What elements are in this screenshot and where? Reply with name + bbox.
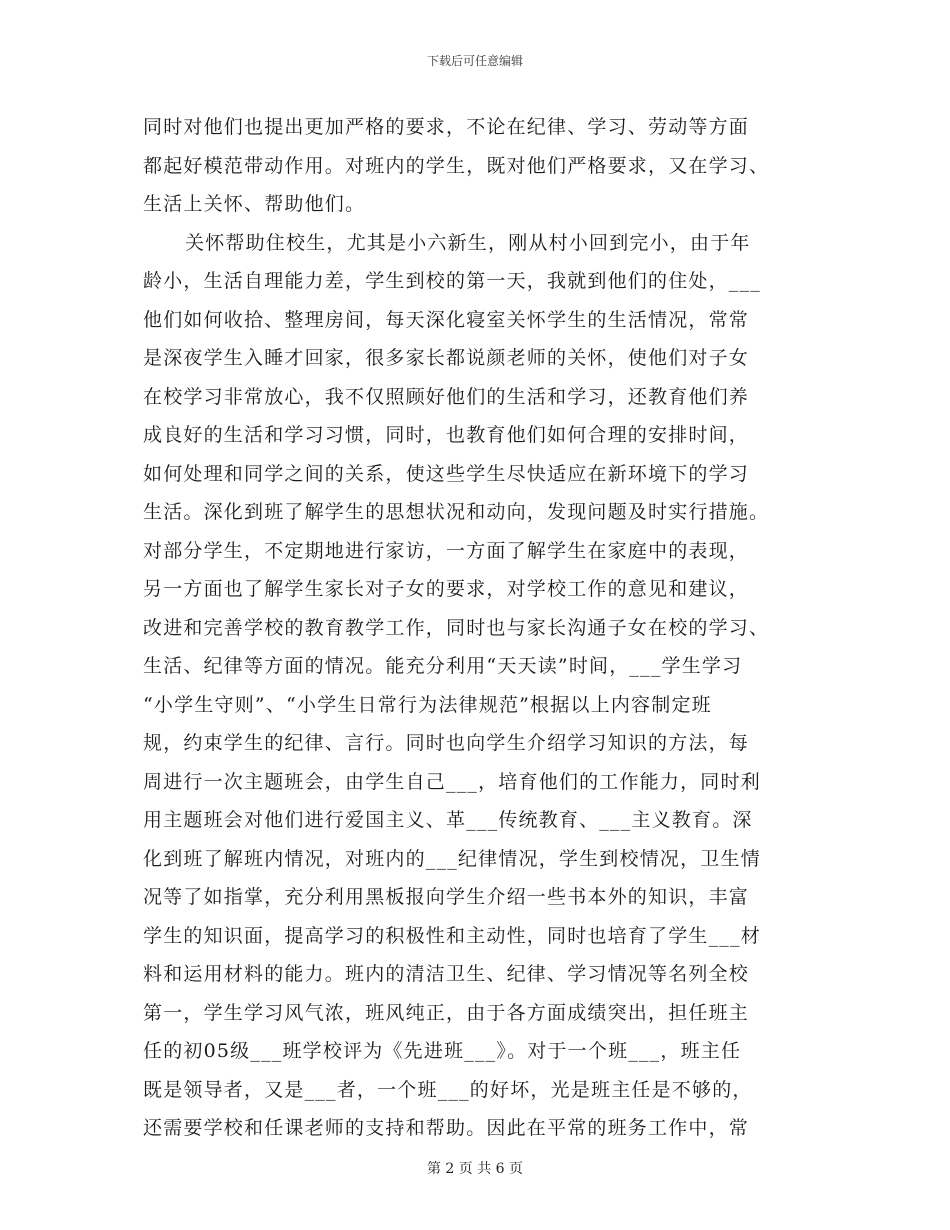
text-line: 龄小，生活自理能力差，学生到校的第一天，我就到他们的住处，___ — [143, 270, 761, 292]
text-line: 另一方面也了解学生家长对子女的要求，对学校工作的意见和建议， — [143, 578, 750, 600]
text-line: 还需要学校和任课老师的支持和帮助。因此在平常的班务工作中，常 — [143, 1117, 750, 1139]
text-line: 都起好模范带动作用。对班内的学生，既对他们严格要求，又在学习、 — [143, 154, 770, 177]
text-line: “小学生守则”、“小学生日常行为法律规范”根据以上内容制定班 — [143, 693, 712, 716]
text-line: 是深夜学生入睡才回家，很多家长都说颜老师的关怀，使他们对子女 — [143, 347, 750, 369]
text-line: 生活、纪律等方面的情况。能充分利用“天天读”时间，___学生学习 — [143, 655, 743, 677]
text-line: 生活。深化到班了解学生的思想状况和动向，发现问题及时实行措施。 — [143, 501, 770, 523]
text-line: 周进行一次主题班会，由学生自己___，培育他们的工作能力，同时利 — [143, 770, 761, 793]
page-header-note: 下载后可任意编辑 — [426, 54, 523, 68]
text-line: 用主题班会对他们进行爱国主义、革___传统教育、___主义教育。深 — [143, 809, 753, 831]
text-line: 学生的知识面，提高学习的积极性和主动性，同时也培育了学生___材 — [143, 924, 761, 947]
document-body — [143, 108, 807, 1148]
paragraph-first-line: 关怀帮助住校生，尤其是小六新生，刚从村小回到完小，由于年 — [185, 231, 751, 254]
text-line: 生活上关怀、帮助他们。 — [143, 193, 366, 215]
text-line: 改进和完善学校的教育教学工作，同时也与家长沟通子女在校的学习、 — [143, 616, 770, 639]
text-line: 同时对他们也提出更加严格的要求，不论在纪律、学习、劳动等方面 — [143, 116, 750, 138]
text-line: 规，约束学生的纪律、言行。同时也向学生介绍学习知识的方法，每 — [143, 732, 750, 754]
text-line: 第一，学生学习风气浓，班风纯正，由于各方面成绩突出，担任班主 — [143, 1001, 750, 1024]
text-line: 化到班了解班内情况，对班内的___纪律情况，学生到校情况，卫生情 — [143, 847, 761, 870]
text-line: 成良好的生活和学习习惯，同时，也教育他们如何合理的安排时间， — [143, 424, 750, 446]
text-line: 如何处理和同学之间的关系，使这些学生尽快适应在新环境下的学习 — [143, 462, 750, 485]
text-line: 料和运用材料的能力。班内的清洁卫生、纪律、学习情况等名列全校 — [143, 963, 750, 985]
page-number: 第 2 页 共 6 页 — [426, 1161, 524, 1177]
text-line: 他们如何收拾、整理房间，每天深化寝室关怀学生的生活情况，常常 — [143, 308, 750, 331]
text-line: 对部分学生，不定期地进行家访，一方面了解学生在家庭中的表现， — [143, 539, 750, 562]
text-line: 况等了如指掌，充分利用黑板报向学生介绍一些书本外的知识，丰富 — [143, 886, 750, 908]
text-line: 在校学习非常放心，我不仅照顾好他们的生活和学习，还教育他们养 — [143, 385, 750, 408]
text-line: 既是领导者，又是___者，一个班___的好坏，光是班主任是不够的， — [143, 1078, 753, 1101]
text-line: 任的初05级___班学校评为《先进班___》。对于一个班___，班主任 — [143, 1040, 742, 1062]
